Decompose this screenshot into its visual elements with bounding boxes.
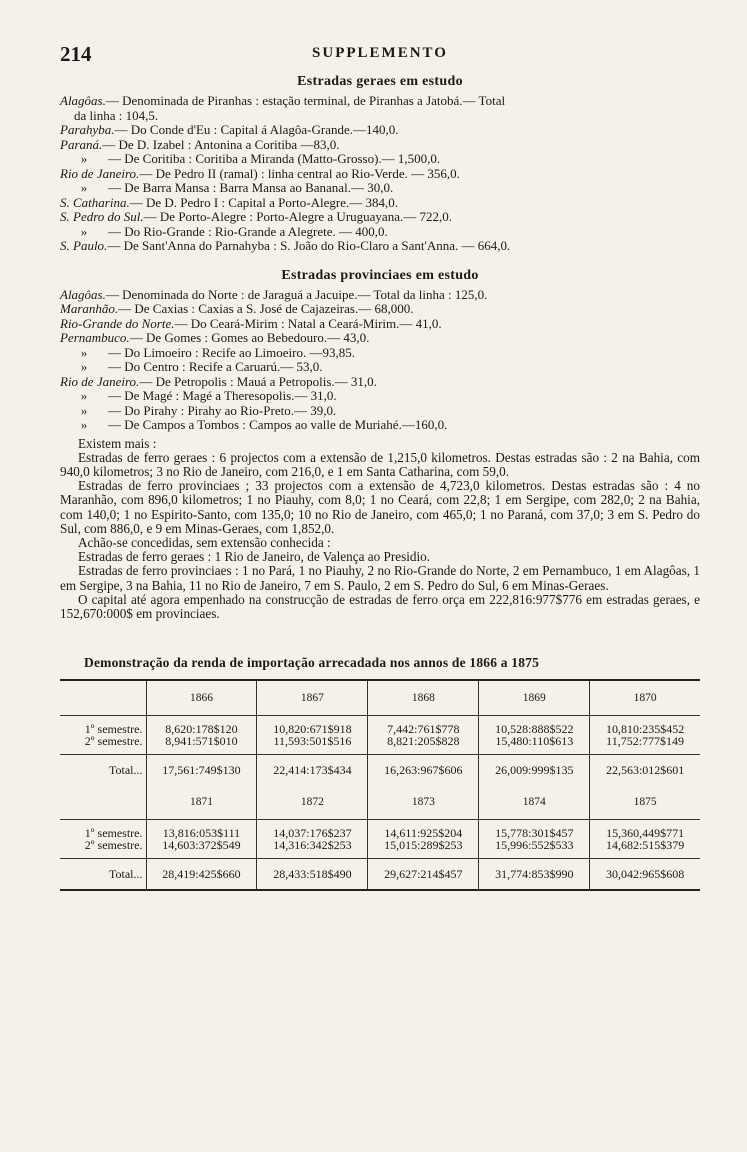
- provincial-roads-list: [60, 288, 700, 433]
- table-cell: [146, 716, 257, 755]
- list-item: [60, 418, 700, 433]
- year-header: 1868: [368, 680, 479, 716]
- list-item: [60, 196, 700, 211]
- year-row: [60, 680, 700, 716]
- province-label: Parahyba.: [60, 122, 115, 137]
- total-row: [60, 755, 700, 786]
- province-label: Alagôas.: [60, 286, 106, 302]
- second-semester-value: 11,593:501$516: [273, 734, 352, 749]
- year-header: 1870: [590, 680, 700, 716]
- second-semester-value: 15,480:110$613: [495, 734, 574, 749]
- row-label: 1º semestre.: [84, 722, 143, 737]
- road-description: — De D. Izabel : Antonina a Coritiba —83,0.: [102, 136, 340, 152]
- list-item: [60, 167, 700, 182]
- table-cell: [590, 716, 700, 755]
- total-value: 22,563:012$601: [590, 755, 700, 786]
- second-semester-value: 14,682:515$379: [605, 838, 685, 853]
- province-label: »: [80, 344, 88, 360]
- paragraph: Estradas de ferro provinciaes ; 33 projectos com a extensão de 4,723,0 kilometros. Destas estradas são : 4 no Maranhão, com 896,0 kilometros; 1 no Piauhy, com 8,0; 1 no Ceará, com 22,8; 1 em Sergipe, com 282,0; 2 na Bahia, com 140,0; 1 no Espirito-Santo, com 135,0; 10 no Rio de Janeiro, com 465,0; 1 no Paraná, com 37,0; 3 em S. Pedro do Sul, com 886,0, e 9 em Minas-Geraes, com 1,852,0.: [60, 478, 700, 536]
- general-roads-list: [60, 94, 700, 254]
- year-header: 1866: [146, 680, 257, 716]
- road-description: — De Coritiba : Coritiba a Miranda (Matto-Grosso).— 1,500,0.: [108, 151, 441, 166]
- import-revenue-table: [60, 679, 700, 891]
- paragraph: Achão-se concedidas, sem extensão conhecida :: [78, 534, 331, 550]
- road-description: — Do Pirahy : Pirahy ao Rio-Preto.— 39,0.: [108, 402, 337, 418]
- book-page: [60, 42, 700, 891]
- road-description: — De Pedro II (ramal) : linha central ao Rio-Verde. — 356,0.: [139, 165, 460, 181]
- first-semester-value: 10,810:235$452: [605, 722, 685, 737]
- road-description: — De Porto-Alegre : Porto-Alegre a Uruguayana.— 722,0.: [143, 209, 452, 224]
- province-label: Pernambuco.: [60, 330, 130, 345]
- list-item: [60, 404, 700, 419]
- list-item: [60, 317, 700, 332]
- total-row: [60, 859, 700, 891]
- list-item: [60, 360, 700, 375]
- total-value: 17,561:749$130: [146, 755, 257, 786]
- year-header: 1872: [257, 785, 368, 820]
- total-value: 29,627:214$457: [368, 859, 479, 891]
- province-label: »: [80, 359, 88, 374]
- list-item: [60, 210, 700, 225]
- year-header: 1867: [257, 680, 368, 716]
- row-label: 1º semestre.: [84, 826, 143, 841]
- list-item: [60, 331, 700, 346]
- road-description: — Do Limoeiro : Recife ao Limoeiro. —93,85.: [108, 344, 355, 360]
- list-item: [60, 138, 700, 153]
- paragraph: O capital até agora empenhado na construcção de estradas de ferro orça em 222,816:977$776 em estradas geraes, e 152,670:000$ em provinciaes.: [60, 591, 700, 621]
- second-semester-value: 11,752:777$149: [606, 734, 685, 749]
- first-semester-value: 14,611:925$204: [384, 826, 463, 841]
- running-title: SUPPLEMENTO: [312, 45, 448, 61]
- first-semester-value: 10,528:888$522: [495, 722, 574, 737]
- total-value: 28,419:425$660: [146, 859, 257, 891]
- table-cell: [146, 820, 257, 859]
- list-item: [60, 346, 700, 361]
- table-cell: [590, 820, 700, 859]
- paragraph: Existem mais :: [78, 435, 157, 451]
- year-header: 1875: [590, 785, 700, 820]
- first-semester-value: 7,442:761$778: [387, 722, 460, 737]
- province-label: »: [80, 388, 88, 403]
- year-header: 1873: [368, 785, 479, 820]
- year-header: 1871: [146, 785, 257, 820]
- road-description: — De Petropolis : Mauá a Petropolis.— 31,0.: [139, 373, 377, 389]
- semester-labels: [60, 716, 146, 755]
- table-cell: [60, 785, 146, 820]
- road-description: — De Caxias : Caxias a S. José de Cajazeiras.— 68,000.: [118, 301, 414, 316]
- semester-row: [60, 820, 700, 859]
- province-label: S. Pedro do Sul.: [60, 209, 144, 224]
- total-value: 30,042:965$608: [590, 859, 700, 891]
- list-item: [60, 123, 700, 138]
- list-item: [60, 302, 700, 317]
- row-label: 2º semestre.: [84, 838, 143, 853]
- section-title-provincial: Estradas provinciaes em estudo: [281, 267, 479, 283]
- road-description: — De Barra Mansa : Barra Mansa ao Bananal.— 30,0.: [108, 180, 394, 195]
- semester-labels: [60, 820, 146, 859]
- road-description: — Denominada do Norte : de Jaraguá a Jacuipe.— Total da linha : 125,0.: [105, 286, 488, 302]
- row-label: Total...: [60, 755, 146, 786]
- table-cell: [368, 820, 479, 859]
- year-header: 1869: [479, 680, 590, 716]
- semester-row: [60, 716, 700, 755]
- list-item: [60, 288, 700, 303]
- first-semester-value: 14,037:176$237: [273, 826, 352, 841]
- road-description: — De Campos a Tombos : Campos ao valle de Muriahé.—160,0.: [108, 417, 448, 432]
- second-semester-value: 15,015:289$253: [384, 838, 463, 853]
- table-cell: [60, 680, 146, 716]
- list-item: [60, 225, 700, 240]
- road-description: — De D. Pedro I : Capital a Porto-Alegre.— 384,0.: [129, 194, 398, 210]
- province-label: Paraná.: [60, 136, 103, 152]
- year-header: 1874: [479, 785, 590, 820]
- table-cell: [479, 820, 590, 859]
- total-value: 22,414:173$434: [257, 755, 368, 786]
- road-description: da linha : 104,5.: [74, 107, 159, 123]
- page-number: 214: [60, 42, 92, 66]
- list-item: [60, 239, 700, 254]
- second-semester-value: 15,996:552$533: [495, 838, 574, 853]
- paragraph: Estradas de ferro geraes : 6 projectos com a extensão de 1,215,0 kilometros. Destas estradas são : 2 na Bahia, com 940,0 kilometros; 3 no Rio de Janeiro, com 216,0, e 1 em Santa Catharina, com 59,0.: [60, 449, 700, 479]
- first-semester-value: 8,620:178$120: [165, 722, 238, 737]
- total-value: 28,433:518$490: [257, 859, 368, 891]
- row-label: Total...: [60, 859, 146, 891]
- second-semester-value: 14,316:342$253: [273, 838, 352, 853]
- table-cell: [257, 820, 368, 859]
- paragraph: Estradas de ferro provinciaes : 1 no Pará, 1 no Piauhy, 2 no Rio-Grande do Norte, 2 em Pernambuco, 1 em Alagôas, 1 em Sergipe, 3 na Bahia, 11 no Rio de Janeiro, 7 em S. Paulo, 2 em S. Pedro do Sul, 6 em Minas-Geraes.: [60, 563, 700, 593]
- province-label: S. Catharina.: [60, 194, 130, 210]
- province-label: Alagôas.: [60, 93, 106, 108]
- first-semester-value: 13,816:053$111: [162, 826, 241, 841]
- province-label: Rio de Janeiro.: [60, 165, 140, 181]
- second-semester-value: 14,603:372$549: [162, 838, 241, 853]
- province-label: »: [80, 223, 88, 239]
- table-cell: [257, 716, 368, 755]
- table-title: Demonstração da renda de importação arrecadada nos annos de 1866 a 1875: [84, 655, 540, 671]
- total-value: 26,009:999$135: [479, 755, 590, 786]
- list-item: [60, 375, 700, 390]
- paragraph: Estradas de ferro geraes : 1 Rio de Janeiro, de Valença ao Presidio.: [78, 549, 431, 565]
- road-description: — De Gomes : Gomes ao Bebedouro.— 43,0.: [129, 330, 370, 345]
- road-description: — De Magé : Magé a Theresopolis.— 31,0.: [108, 388, 337, 403]
- road-description: — Do Rio-Grande : Rio-Grande a Alegrete. — 400,0.: [108, 223, 388, 239]
- list-item: [60, 109, 700, 124]
- year-row: [60, 785, 700, 820]
- province-label: Maranhão.: [60, 301, 119, 316]
- first-semester-value: 15,778:301$457: [495, 826, 574, 841]
- road-description: — Do Conde d'Eu : Capital á Alagôa-Grande.—140,0.: [114, 122, 399, 137]
- summary-paragraphs: [60, 437, 700, 622]
- province-label: »: [80, 402, 88, 418]
- table-cell: [479, 716, 590, 755]
- province-label: »: [80, 151, 88, 166]
- province-label: Rio-Grande do Norte.: [60, 315, 175, 331]
- road-description: — Do Ceará-Mirim : Natal a Ceará-Mirim.— 41,0.: [174, 315, 442, 331]
- total-value: 16,263:967$606: [368, 755, 479, 786]
- list-item: [60, 152, 700, 167]
- second-semester-value: 8,821:205$828: [387, 734, 460, 749]
- total-value: 31,774:853$990: [479, 859, 590, 891]
- road-description: — Denominada de Piranhas : estação terminal, de Piranhas a Jatobá.— Total: [105, 93, 506, 108]
- section-title-general: Estradas geraes em estudo: [297, 74, 463, 89]
- province-label: Rio de Janeiro.: [60, 373, 140, 389]
- list-item: [60, 181, 700, 196]
- list-item: [60, 94, 700, 109]
- second-semester-value: 8,941:571$010: [165, 734, 238, 749]
- road-description: — De Sant'Anna do Parnahyba : S. João do Rio-Claro a Sant'Anna. — 664,0.: [107, 238, 511, 253]
- province-label: S. Paulo.: [60, 238, 108, 253]
- list-item: [60, 389, 700, 404]
- road-description: — Do Centro : Recife a Caruarú.— 53,0.: [108, 359, 323, 374]
- first-semester-value: 15,360,449$771: [606, 826, 685, 841]
- table-cell: [368, 716, 479, 755]
- province-label: »: [80, 417, 88, 432]
- first-semester-value: 10,820:671$918: [273, 722, 352, 737]
- row-label: 2º semestre.: [84, 734, 143, 749]
- province-label: »: [80, 180, 88, 195]
- running-header: [60, 42, 700, 66]
